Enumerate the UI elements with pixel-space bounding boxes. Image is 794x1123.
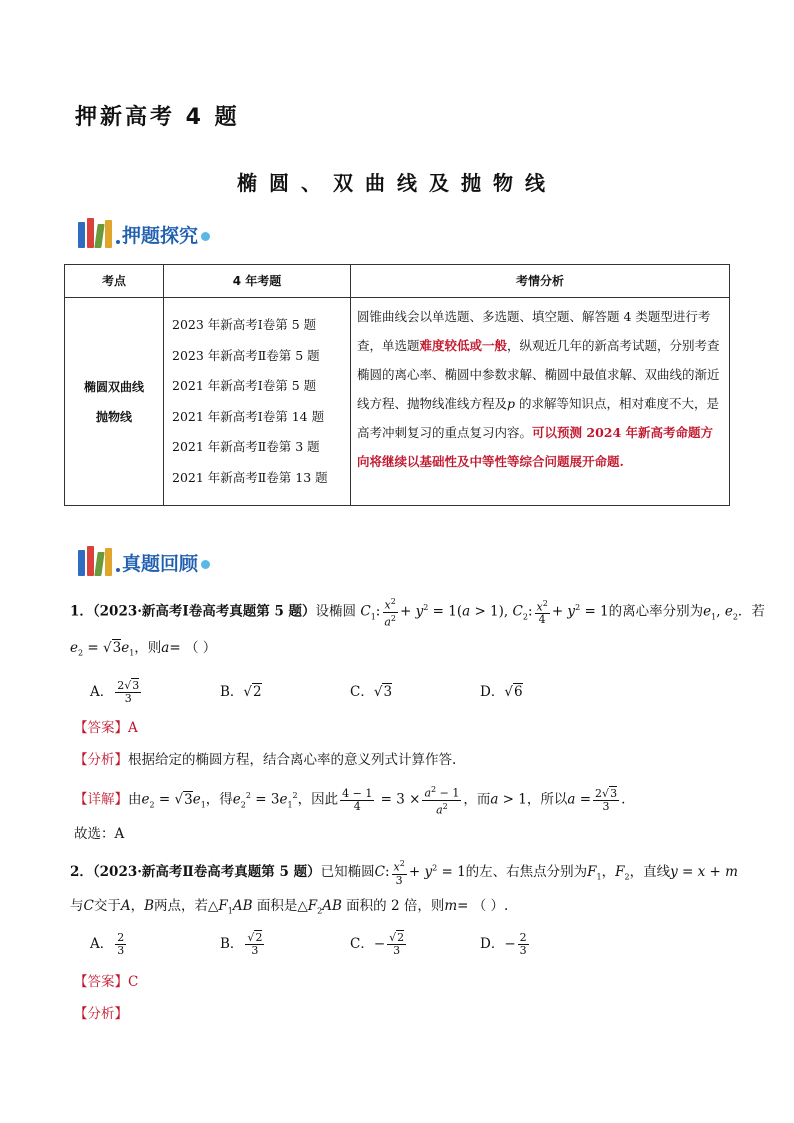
detail-text: ，所以	[526, 791, 568, 808]
option-label: A．	[90, 684, 114, 700]
year-item: 2021 年新高考Ⅰ卷第 14 题	[172, 408, 325, 424]
q1-option-a: A． $\frac{2√3}{3}$	[90, 679, 140, 705]
document-subtitle: 椭圆、双曲线及抛物线	[237, 171, 557, 195]
answer-value: A	[128, 720, 138, 736]
q2-text: 与	[70, 898, 84, 914]
answer-tag: 【答案】	[74, 720, 128, 736]
q1-stem-line1: 1．（2023·新高考Ⅰ卷高考真题第 5 题）设椭圆 $C_1$: $\frac{x^2}{a^2}$ + $y^2 = 1(a > 1)$, $C_2$: $\frac{x^2}{4}$ + $y^2 = 1$的离心率分别为$e_1$, $e_2$．若	[70, 597, 765, 629]
analysis-tag: 【分析】	[74, 1006, 128, 1022]
q2-text: 面积的 2 倍，则	[346, 898, 445, 914]
year-item: 2023 年新高考Ⅰ卷第 5 题	[172, 317, 317, 332]
q1-number: 1．	[70, 603, 93, 620]
document-title: 押新高考 4 题	[75, 105, 240, 130]
q2-text: 面积是	[256, 898, 298, 914]
q2-option-d: D．− $\frac{2}{3}$	[480, 931, 527, 957]
option-label: C．	[350, 684, 374, 700]
q1-option-b: B．√2	[220, 684, 262, 700]
analysis-variable: p	[507, 396, 516, 411]
section-title-review: 真题回顾	[122, 553, 199, 575]
year-item: 2021 年新高考Ⅰ卷第 5 题	[172, 378, 317, 393]
q2-text: 已知椭圆	[320, 863, 375, 880]
section-header-review	[78, 540, 210, 576]
q2-option-b: B． $\frac{√2}{3}$	[220, 931, 263, 957]
table-header: 考点	[65, 265, 164, 298]
analysis-text: 的求解等知识点，相对难度不大，是高考冲刺复习的重点复习内容。	[357, 396, 720, 440]
table-header: 4 年考题	[164, 265, 351, 298]
q2-option-a: A． $\frac{2}{3}$	[90, 931, 125, 957]
q1-answer	[74, 718, 138, 738]
q2-text: = （ ）.	[457, 898, 509, 914]
q2-options	[90, 932, 610, 957]
analysis-text: 根据给定的椭圆方程，结合离心率的意义列式计算作答.	[128, 752, 457, 768]
analysis-prediction: 可以预测 2024 年新高考命题方向将继续以基础性及中等性等综合问题展开命题.	[357, 425, 714, 469]
section-header-explore	[78, 212, 210, 248]
q2-stem-line1: 2．（2023·新高考Ⅱ卷高考真题第 5 题）已知椭圆C: $\frac{x^2}{3}$ + $y^2 = 1$的左、右焦点分别为$F_1$，$F_2$，直线y = x + m	[70, 859, 738, 887]
years-cell	[164, 298, 351, 506]
q1-text: 设椭圆	[315, 603, 357, 620]
q2-text: 两点，若	[154, 898, 209, 914]
topic-line: 椭圆双曲线	[83, 379, 144, 394]
detail-tag: 【详解】	[74, 791, 128, 808]
books-icon	[78, 218, 112, 248]
table-header: 考情分析	[351, 265, 730, 298]
answer-value: C	[128, 974, 139, 990]
analysis-text: ，纵观近几年的新高考试题，分别考查椭圆的离心率、椭圆中参数求解、椭圆中最值求解、双曲线的渐近线方程、抛物线准线方程及	[357, 338, 720, 411]
detail-text: ，而	[463, 791, 491, 808]
q1-source: （2023·新高考Ⅰ卷高考真题第 5 题）	[92, 603, 316, 620]
bullet-dot	[116, 240, 120, 244]
table-header-row	[65, 265, 730, 298]
detail-text: ，得	[205, 791, 233, 808]
circle-icon	[201, 232, 210, 241]
q1-analysis	[74, 750, 456, 770]
q2-option-c: C．− $\frac{√2}{3}$	[350, 931, 405, 957]
q2-number: 2．	[70, 863, 93, 880]
q1-text: = （ ）	[169, 640, 217, 656]
q1-stem-line2: $e_2 = √3e_1$，则a= （ ）	[70, 640, 217, 658]
q2-analysis	[74, 1004, 128, 1024]
q1-text: ，则	[134, 640, 162, 656]
option-label: B．	[220, 684, 244, 700]
option-label: D．	[480, 936, 505, 952]
q2-stem-line2: 与C交于A，B两点，若$\triangle F_1AB$ 面积是$\triangle F_2AB$ 面积的 2 倍，则m= （ ）.	[70, 898, 509, 916]
q2-text: ，直线	[629, 863, 671, 880]
option-label: D．	[480, 684, 505, 700]
year-item: 2021 年新高考Ⅱ卷第 13 题	[172, 469, 328, 485]
q1-option-c: C．√3	[350, 684, 393, 700]
q2-answer	[74, 972, 138, 992]
q2-text: 交于	[93, 898, 121, 914]
books-icon	[78, 546, 112, 576]
detail-text: ，因此	[297, 791, 339, 808]
circle-icon	[201, 560, 210, 569]
answer-tag: 【答案】	[74, 974, 128, 990]
analysis-cell	[351, 298, 730, 506]
q1-options	[90, 680, 610, 705]
topic-line: 抛物线	[95, 409, 132, 424]
analysis-highlight: 难度较低或一般	[419, 338, 508, 353]
q1-text: 的离心率分别为	[608, 603, 704, 620]
exam-analysis-table	[64, 264, 730, 506]
analysis-text: 圆锥曲线会以单选题、多选题、填空题、解答题 4 类题型进行考查，单选题	[357, 309, 711, 353]
table-row	[65, 298, 730, 506]
topic-cell	[65, 298, 164, 506]
q1-text: ．若	[737, 603, 765, 620]
bullet-dot	[116, 568, 120, 572]
q1-detail: 【详解】由$e_2 = √3e_1$，得$e_2^2 = 3e_1^2$，因此 $\frac{4 - 1}{4}$ = 3 × $\frac{a^2 - 1}{a^2}$ ，而a > 1，所以a = $\frac{2√3}{3}$ .	[74, 785, 626, 817]
q1-conclusion: 故选：A	[74, 826, 125, 842]
q2-text: 的左、右焦点分别为	[465, 863, 588, 880]
option-label: A．	[90, 936, 114, 952]
year-item: 2023 年新高考Ⅱ卷第 5 题	[172, 347, 320, 363]
detail-text: 由	[128, 791, 142, 808]
option-label: B．	[220, 936, 244, 952]
q1-option-d: D．√6	[480, 684, 523, 700]
option-label: C．	[350, 936, 374, 952]
year-item: 2021 年新高考Ⅱ卷第 3 题	[172, 439, 320, 454]
section-title-explore: 押题探究	[122, 225, 199, 247]
q2-source: （2023·新高考Ⅱ卷高考真题第 5 题）	[92, 863, 321, 880]
analysis-tag: 【分析】	[74, 752, 128, 768]
